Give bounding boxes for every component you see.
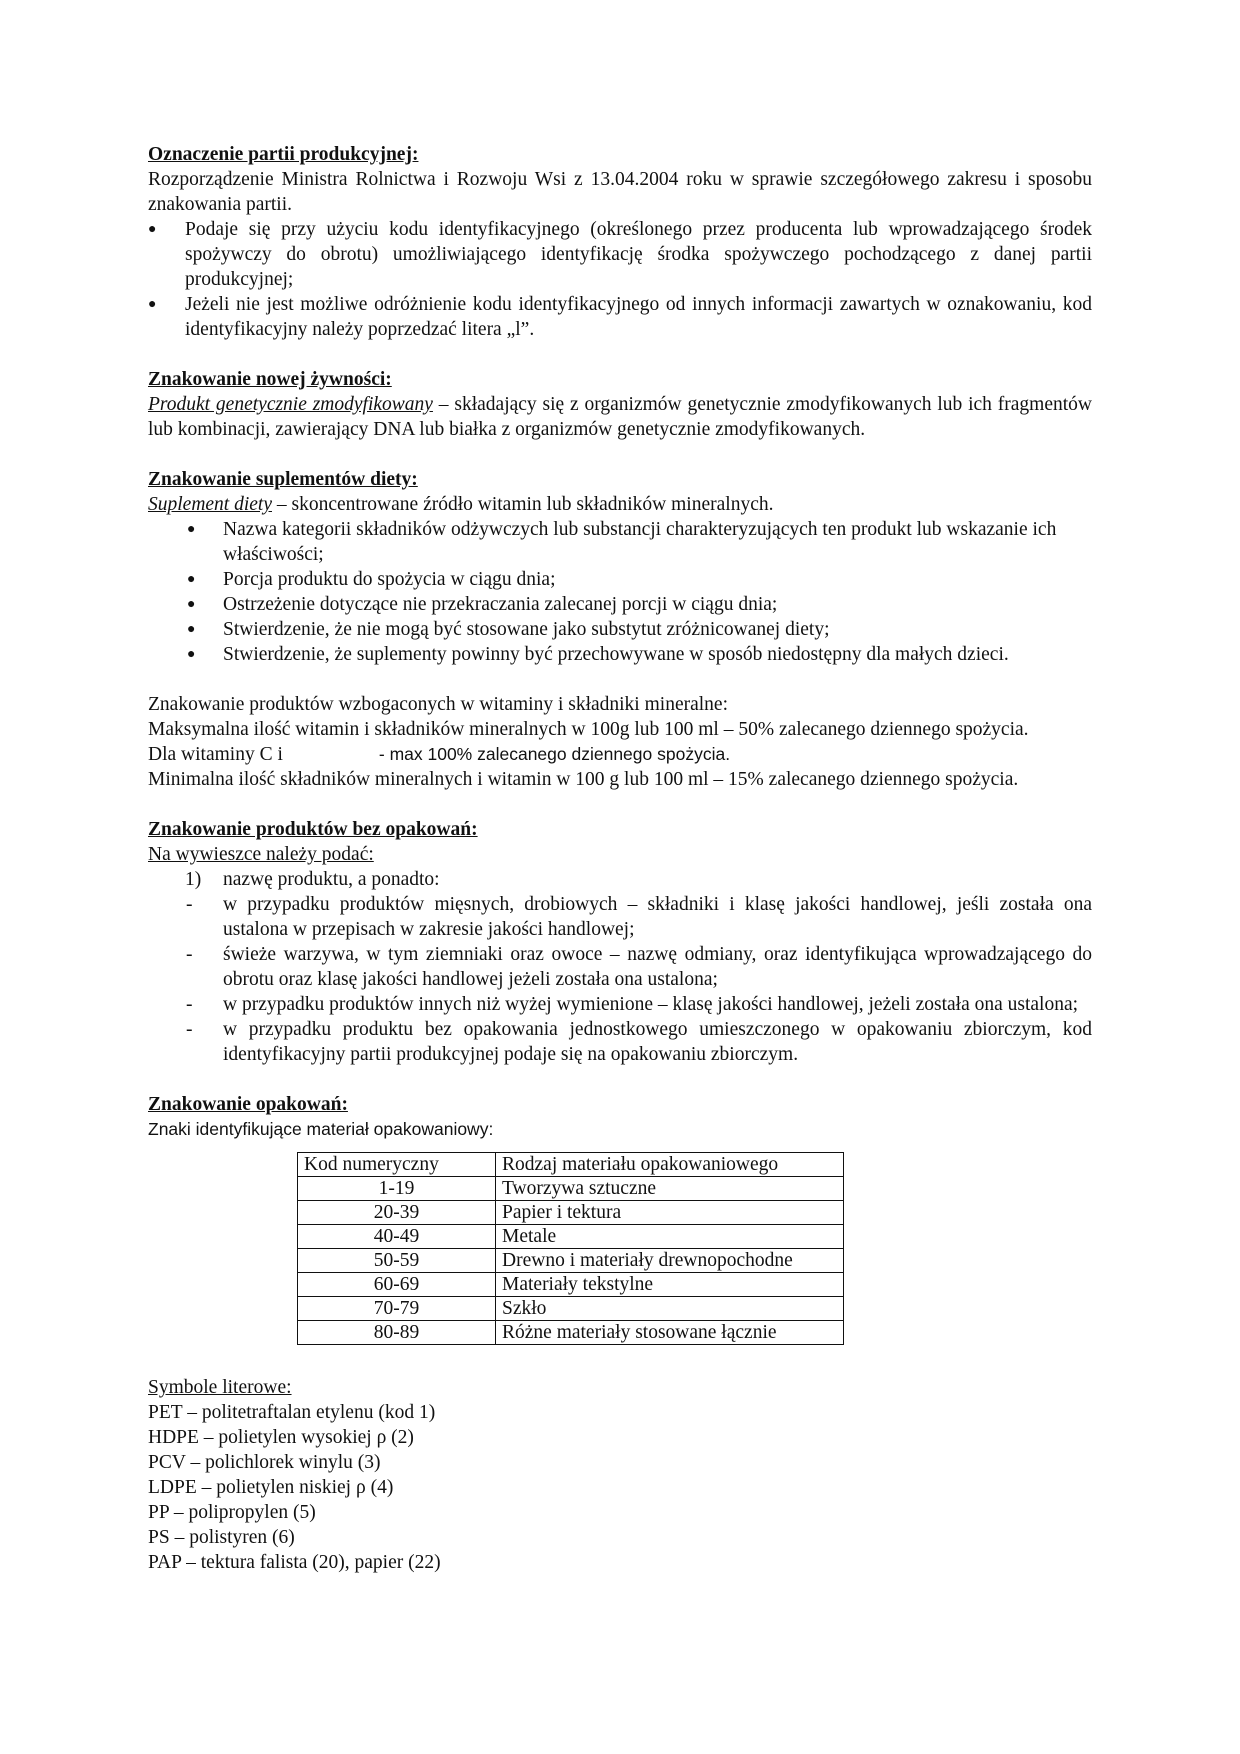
table-row bbox=[298, 1177, 844, 1201]
list-item: - w przypadku produktu bez opakowania jednostkowego umieszczonego w opakowaniu zbiorczym, kod identyfikacyjny partii produkcyjnej podaje się na opakowaniu zbiorczym. bbox=[148, 1017, 1092, 1067]
section-heading: Znakowanie produktów bez opakowań: bbox=[148, 819, 478, 840]
table-cell: Metale bbox=[496, 1225, 844, 1249]
list-item: ● Porcja produktu do spożycia w ciągu dnia; bbox=[148, 567, 1092, 592]
list-item: ● Ostrzeżenie dotyczące nie przekraczania zalecanej porcji w ciągu dnia; bbox=[148, 592, 1092, 617]
numbered-item bbox=[148, 867, 1092, 892]
table-cell: Papier i tektura bbox=[496, 1201, 844, 1225]
text: Dla witaminy C i bbox=[148, 744, 283, 765]
table-cell: 50-59 bbox=[298, 1249, 496, 1273]
table-cell: 70-79 bbox=[298, 1297, 496, 1321]
paragraph bbox=[148, 392, 1092, 442]
document-page bbox=[148, 142, 1092, 1575]
section-opakowania bbox=[148, 1092, 1092, 1345]
table-row bbox=[298, 1273, 844, 1297]
table-cell: 80-89 bbox=[298, 1321, 496, 1345]
list-item: - świeże warzywa, w tym ziemniaki oraz owoce – nazwę odmiany, oraz identyfikująca wprowadzającego do obrotu oraz klasę jakości handlowej jeżeli została ona ustalona; bbox=[148, 942, 1092, 992]
list-item: - w przypadku produktów innych niż wyżej wymienione – klasę jakości handlowej, jeżeli została ona ustalona; bbox=[148, 992, 1092, 1017]
section-wzbogacone bbox=[148, 692, 1092, 792]
section-nowa-zywnosc bbox=[148, 367, 1092, 442]
item-text: nazwę produktu, a ponadto: bbox=[223, 869, 440, 890]
section-suplementy bbox=[148, 467, 1092, 667]
table-row bbox=[298, 1201, 844, 1225]
list-item: ● Jeżeli nie jest możliwe odróżnienie kodu identyfikacyjnego od innych informacji zawartych w oznakowaniu, kod identyfikacyjny należy poprzedzać litera „l”. bbox=[148, 292, 1092, 342]
table-header-row bbox=[298, 1153, 844, 1177]
paragraph: Znaki identyfikujące materiał opakowaniowy: bbox=[148, 1119, 494, 1139]
list-item: PAP – tektura falista (20), papier (22) bbox=[148, 1552, 441, 1573]
table-row bbox=[298, 1297, 844, 1321]
section-heading: Znakowanie suplementów diety: bbox=[148, 469, 418, 490]
table-cell: Materiały tekstylne bbox=[496, 1273, 844, 1297]
term: Suplement diety bbox=[148, 494, 272, 515]
list-item: PS – polistyren (6) bbox=[148, 1527, 295, 1548]
dash-list bbox=[148, 892, 1092, 1067]
paragraph bbox=[148, 742, 1092, 767]
term: Produkt genetycznie zmodyfikowany bbox=[148, 394, 433, 415]
table-header: Rodzaj materiału opakowaniowego bbox=[496, 1153, 844, 1177]
list-item: ● Nazwa kategorii składników odżywczych lub substancji charakteryzujących ten produkt lub wskazanie ich właściwości; bbox=[148, 517, 1092, 567]
list-item: LDPE – polietylen niskiej ρ (4) bbox=[148, 1477, 394, 1498]
table-cell: 1-19 bbox=[298, 1177, 496, 1201]
list-item: HDPE – polietylen wysokiej ρ (2) bbox=[148, 1427, 414, 1448]
list-item: PCV – polichlorek winylu (3) bbox=[148, 1452, 381, 1473]
table-row bbox=[298, 1249, 844, 1273]
list-item: ● Stwierdzenie, że suplementy powinny być przechowywane w sposób niedostępny dla małych dzieci. bbox=[148, 642, 1092, 667]
table-row bbox=[298, 1321, 844, 1345]
bullet-list bbox=[148, 217, 1092, 342]
item-number: 1) bbox=[185, 869, 202, 890]
table-cell: 20-39 bbox=[298, 1201, 496, 1225]
paragraph bbox=[148, 492, 1092, 517]
list-item: ● Podaje się przy użyciu kodu identyfikacyjnego (określonego przez producenta lub wprowadzającego środek spożywczy do obrotu) umożliwiającego identyfikację środka spożywczego pochodzącego z danej partii produkcyjnej; bbox=[148, 217, 1092, 292]
table-row bbox=[298, 1225, 844, 1249]
section-heading: Znakowanie nowej żywności: bbox=[148, 369, 392, 390]
table-cell: Szkło bbox=[496, 1297, 844, 1321]
list-item: PP – polipropylen (5) bbox=[148, 1502, 316, 1523]
section-heading: Symbole literowe: bbox=[148, 1377, 292, 1398]
materials-table bbox=[297, 1152, 844, 1345]
table-cell: Drewno i materiały drewnopochodne bbox=[496, 1249, 844, 1273]
bullet-list bbox=[148, 517, 1092, 667]
section-heading: Oznaczenie partii produkcyjnej: bbox=[148, 144, 419, 165]
paragraph: Znakowanie produktów wzbogaconych w witaminy i składniki mineralne: bbox=[148, 694, 728, 715]
definition: – składający się z organizmów genetycznie zmodyfikowanych lub ich fragmentów lub kombinacji, zawierający DNA lub białka z organizmów genetycznie zmodyfikowanych. bbox=[148, 394, 1092, 440]
subheading: Na wywieszce należy podać: bbox=[148, 844, 374, 865]
list-item: PET – politetraftalan etylenu (kod 1) bbox=[148, 1402, 436, 1423]
text: - max 100% zalecanego dziennego spożycia. bbox=[378, 744, 731, 764]
list-item: - w przypadku produktów mięsnych, drobiowych – składniki i klasę jakości handlowej, jeśli została ona ustalona w przepisach w zakresie jakości handlowej; bbox=[148, 892, 1092, 942]
section-bez-opakowan bbox=[148, 817, 1092, 1067]
definition: – skoncentrowane źródło witamin lub składników mineralnych. bbox=[272, 494, 774, 515]
section-symbole bbox=[148, 1375, 1092, 1575]
table-header: Kod numeryczny bbox=[298, 1153, 496, 1177]
paragraph: Minimalna ilość składników mineralnych i witamin w 100 g lub 100 ml – 15% zalecanego dziennego spożycia. bbox=[148, 769, 1019, 790]
table-cell: Tworzywa sztuczne bbox=[496, 1177, 844, 1201]
table-cell: Różne materiały stosowane łącznie bbox=[496, 1321, 844, 1345]
paragraph: Rozporządzenie Ministra Rolnictwa i Rozwoju Wsi z 13.04.2004 roku w sprawie szczegółowego zakresu i sposobu znakowania partii. bbox=[148, 169, 1092, 215]
section-partia bbox=[148, 142, 1092, 342]
paragraph: Maksymalna ilość witamin i składników mineralnych w 100g lub 100 ml – 50% zalecanego dziennego spożycia. bbox=[148, 719, 1029, 740]
section-heading: Znakowanie opakowań: bbox=[148, 1094, 348, 1115]
list-item: ● Stwierdzenie, że nie mogą być stosowane jako substytut zróżnicowanej diety; bbox=[148, 617, 1092, 642]
table-cell: 60-69 bbox=[298, 1273, 496, 1297]
table-cell: 40-49 bbox=[298, 1225, 496, 1249]
